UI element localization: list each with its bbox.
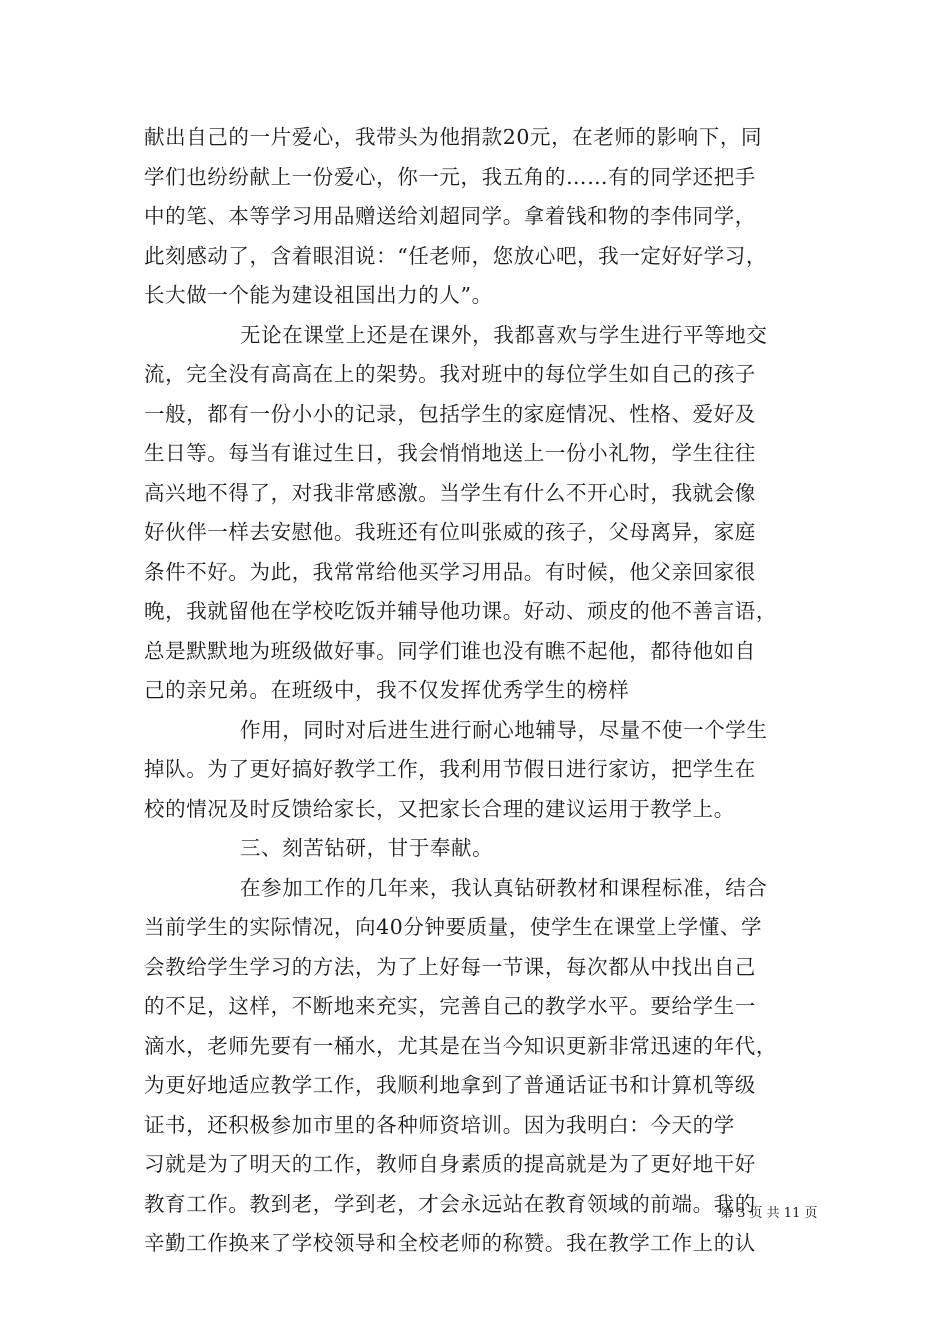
text-line: 证书，还积极参加市里的各种师资培训。因为我明白：今天的学 [144, 1112, 735, 1137]
text-line: 长大做一个能为建设祖国出力的人”。 [144, 283, 493, 307]
text-line: 辛勤工作换来了学校领导和全校老师的称赞。我在教学工作上的认 [144, 1231, 756, 1255]
text-line: 高兴地不得了，对我非常感激。当学生有什么不开心时，我就会像 [144, 480, 756, 505]
text-line: 教育工作。教到老，学到老，才会永远站在教育领域的前端。我的 [144, 1191, 756, 1216]
text-line: 为更好地适应教学工作，我顺利地拿到了普通话证书和计算机等级 [144, 1073, 756, 1097]
text-line: 掉队。为了更好搞好教学工作，我利用节假日进行家访，把学生在 [144, 757, 756, 781]
text-line: 晚，我就留他在学校吃饭并辅导他功课。好动、顽皮的他不善言语， [144, 599, 777, 623]
text-line: 滴水，老师先要有一桶水，尤其是在当今知识更新非常迅速的年代， [144, 1033, 777, 1058]
text-line: 流，完全没有高高在上的架势。我对班中的每位学生如自己的孩子 [144, 362, 756, 386]
text-line: 习就是为了明天的工作，教师自身素质的提高就是为了更好地干好 [144, 1152, 756, 1176]
text-line: 校的情况及时反馈给家长，又把家长合理的建议运用于教学上。 [144, 796, 735, 821]
text-line: 三、刻苦钻研，甘于奉献。 [240, 836, 494, 860]
body-text [144, 118, 824, 1264]
text-line: 在参加工作的几年来，我认真钻研教材和课程标准，结合 [240, 875, 768, 900]
text-line: 己的亲兄弟。在班级中，我不仅发挥优秀学生的榜样 [144, 678, 630, 702]
text-line: 作用，同时对后进生进行耐心地辅导，尽量不使一个学生 [240, 717, 768, 742]
text-line: 的不足，这样，不断地来充实，完善自己的教学水平。要给学生一 [144, 994, 756, 1018]
text-line: 学们也纷纷献上一份爱心，你一元，我五角的……有的同学还把手 [144, 164, 756, 189]
text-line: 献出自己的一片爱心，我带头为他捐款20元，在老师的影响下，同 [144, 125, 763, 149]
text-line: 此刻感动了，含着眼泪说：“任老师，您放心吧，我一定好好学习， [144, 243, 767, 268]
text-line: 一般，都有一份小小的记录，包括学生的家庭情况、性格、爱好及 [144, 401, 756, 426]
page-number-footer: 第 3 页 共 11 页 [720, 1206, 818, 1221]
text-line: 总是默默地为班级做好事。同学们谁也没有瞧不起他，都待他如自 [144, 638, 756, 663]
text-line: 条件不好。为此，我常常给他买学习用品。有时候，他父亲回家很 [144, 559, 756, 584]
text-line: 中的笔、本等学习用品赠送给刘超同学。拿着钱和物的李伟同学， [144, 204, 756, 228]
text-line: 生日等。每当有谁过生日，我会悄悄地送上一份小礼物，学生往往 [144, 441, 756, 465]
text-line: 无论在课堂上还是在课外，我都喜欢与学生进行平等地交 [240, 322, 768, 347]
text-line: 当前学生的实际情况，向40分钟要质量，使学生在课堂上学懂、学 [144, 915, 763, 939]
text-line: 会教给学生学习的方法，为了上好每一节课，每次都从中找出自己 [144, 954, 756, 979]
text-line: 好伙伴一样去安慰他。我班还有位叫张威的孩子，父母离异，家庭 [144, 520, 756, 544]
